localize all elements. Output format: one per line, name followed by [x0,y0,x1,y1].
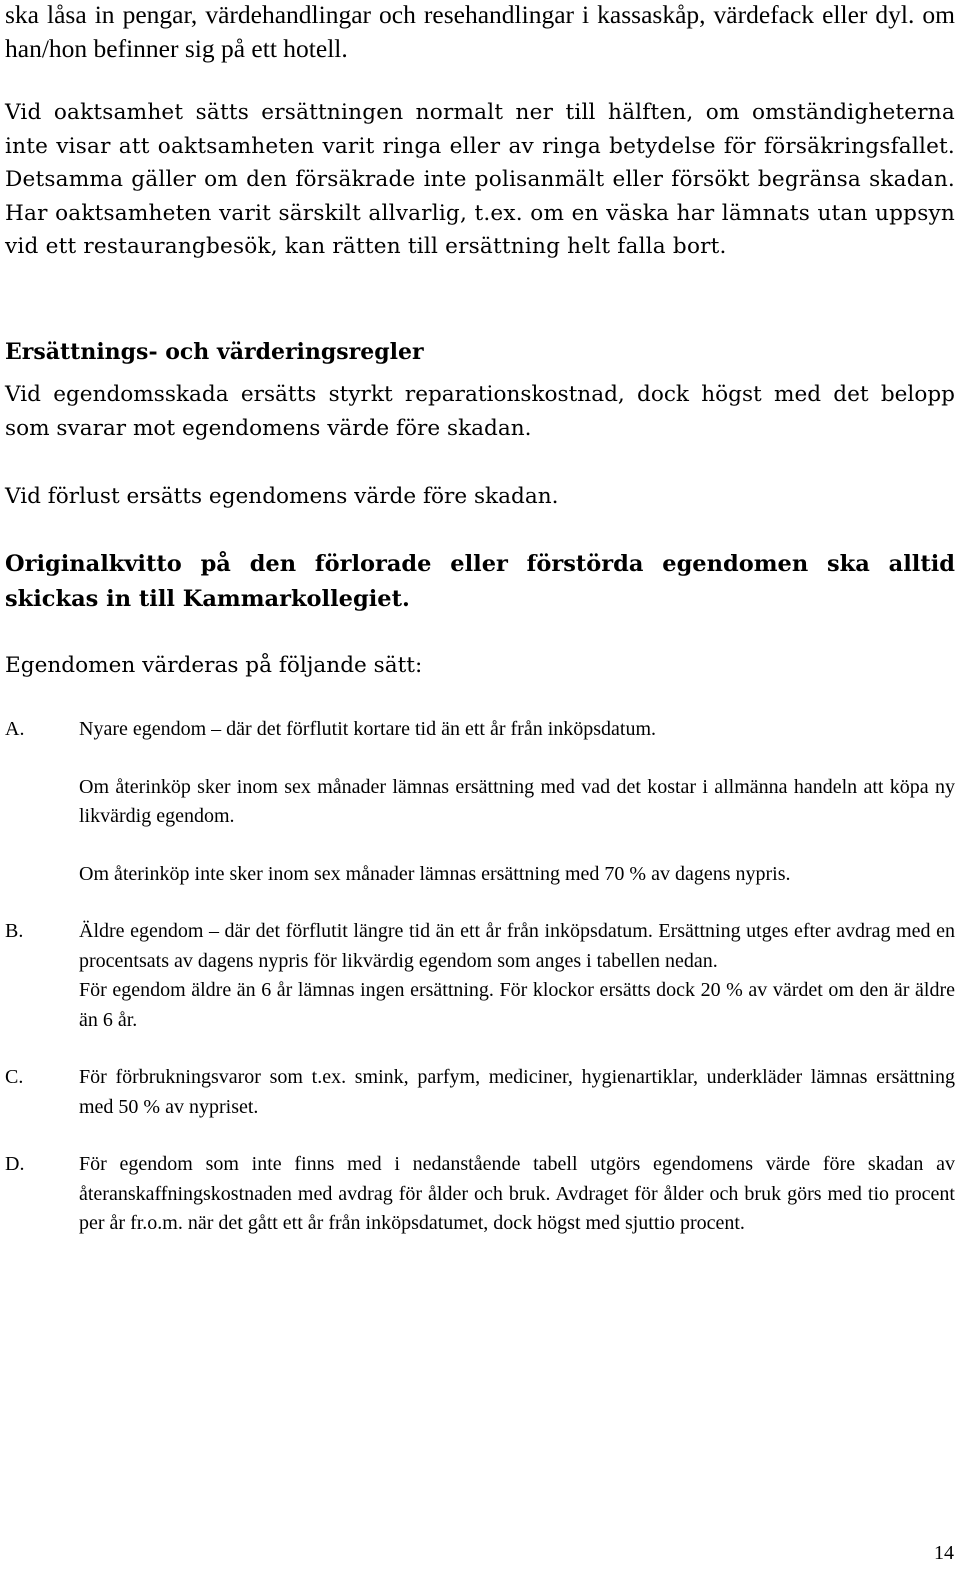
list-body [79,1150,955,1239]
list-letter: A. [5,718,25,740]
list-body [79,917,955,1035]
list-paragraph: För egendom äldre än 6 år lämnas ingen ersättning. För klockor ersätts dock 20 % av värdet om den är äldre än 6 år. [79,979,955,1031]
list-letter: C. [5,1066,24,1088]
negligence-paragraph: Vid oaktsamhet sätts ersättningen normalt ner till hälften, om omständigheterna inte visar att oaktsamheten varit ringa eller av ringa betydelse för försäkringsfallet. Detsamma gäller om den försäkrade inte polisanmält eller försökt begränsa skadan. Har oaktsamheten varit särskilt allvarlig, t.ex. om en väska har lämnats utan uppsyn vid ett restaurangbesök, kan rätten till ersättning helt falla bort. [5,100,955,260]
list-paragraph: Äldre egendom – där det förflutit längre tid än ett år från inköpsdatum. Ersättning utges efter avdrag med en procentsats av dagens nypris för likvärdig egendom som anges i tabellen nedan. [79,920,955,972]
list-item-a [5,715,955,889]
list-letter: B. [5,920,24,942]
valuation-intro: Egendomen värderas på följande sätt: [5,653,423,678]
list-item-c [5,1063,955,1122]
property-damage-paragraph: Vid egendomsskada ersätts styrkt reparationskostnad, dock högst med det belopp som svarar mot egendomens värde före skadan. [5,382,955,441]
receipt-notice: Originalkvitto på den förlorade eller förstörda egendomen ska alltid skickas in till Kammarkollegiet. [5,551,955,612]
section-heading: Ersättnings- och värderingsregler [5,339,424,365]
intro-paragraph: ska låsa in pengar, värdehandlingar och resehandlingar i kassaskåp, värdefack eller dyl. om han/hon befinner sig på ett hotell. [5,0,955,63]
list-paragraph: För förbrukningsvaror som t.ex. smink, parfym, mediciner, hygienartiklar, underkläder lämnas ersättning med 50 % av nypriset. [79,1066,955,1118]
page-number: 14 [934,1542,954,1564]
loss-paragraph: Vid förlust ersätts egendomens värde före skadan. [5,484,559,509]
list-body [79,715,955,889]
valuation-list [5,715,955,1239]
list-paragraph: För egendom som inte finns med i nedanstående tabell utgörs egendomens värde före skadan av återanskaffningskostnaden med avdrag för ålder och bruk. Avdraget för ålder och bruk görs med tio procent per år fr.o.m. när det gått ett år från inköpsdatumet, dock högst med sjuttio procent. [79,1153,955,1234]
list-item-d [5,1150,955,1239]
list-body [79,1063,955,1122]
list-paragraph: Om återinköp sker inom sex månader lämnas ersättning med vad det kostar i allmänna handeln att köpa ny likvärdig egendom. [79,775,955,827]
list-letter: D. [5,1153,25,1175]
list-item-b [5,917,955,1035]
list-paragraph: Om återinköp inte sker inom sex månader lämnas ersättning med 70 % av dagens nypris. [79,862,791,885]
list-paragraph: Nyare egendom – där det förflutit kortare tid än ett år från inköpsdatum. [79,718,657,740]
